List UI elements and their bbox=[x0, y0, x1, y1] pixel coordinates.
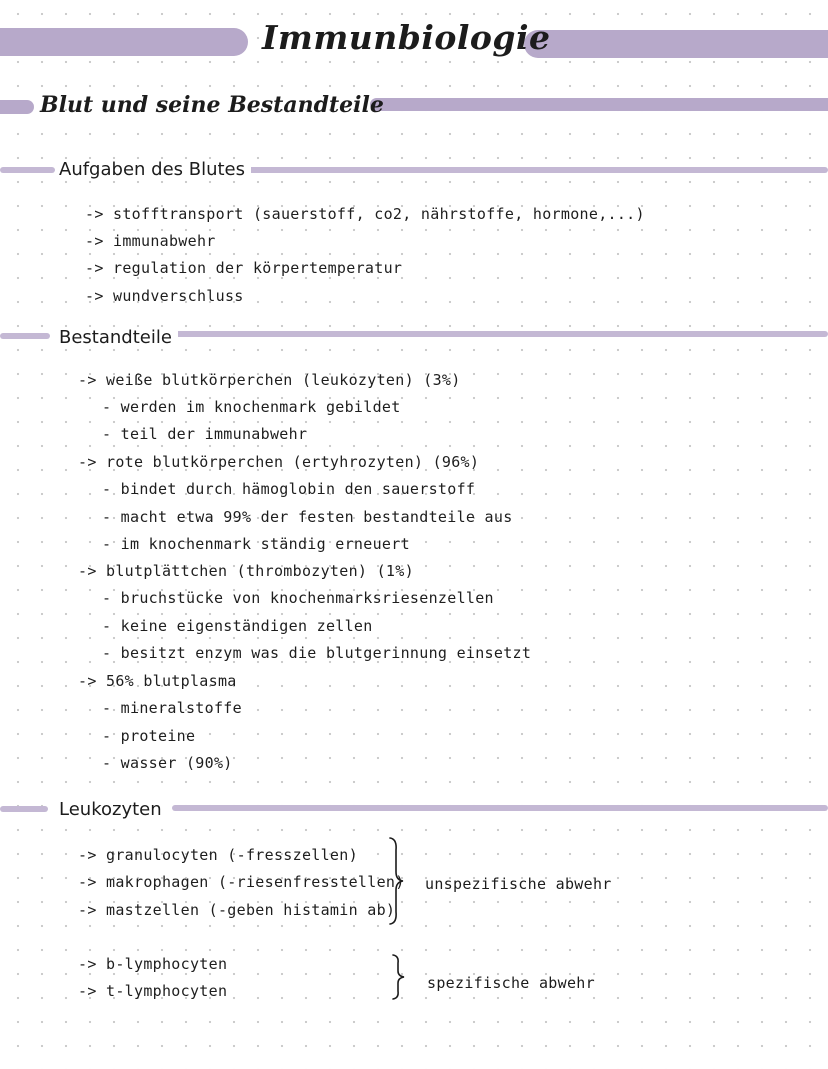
heading-rule-leukozyten-left bbox=[0, 806, 48, 812]
list-item: - werden im knochenmark gebildet bbox=[102, 398, 401, 416]
title-bar-left bbox=[0, 28, 248, 56]
list-item: - besitzt enzym was die blutgerinnung einsetzt bbox=[102, 644, 532, 662]
heading-rule-leukozyten-right bbox=[172, 805, 828, 811]
list-item: -> stofftransport (sauerstoff, co2, nährstoffe, hormone,...) bbox=[85, 205, 645, 223]
heading-rule-aufgaben-left bbox=[0, 167, 55, 173]
list-item: -> blutplättchen (thrombozyten) (1%) bbox=[78, 562, 414, 580]
subtitle-bar-right bbox=[370, 98, 828, 111]
section-subtitle: Blut und seine Bestandteile bbox=[40, 92, 384, 118]
heading-rule-aufgaben-right bbox=[248, 167, 828, 173]
page-title: Immunbiologie bbox=[262, 18, 551, 57]
curly-brace-icon bbox=[388, 953, 408, 1001]
list-item: - bruchstücke von knochenmarksriesenzellen bbox=[102, 589, 494, 607]
brace-label-unspezifisch: unspezifische abwehr bbox=[425, 875, 612, 893]
list-item: -> granulocyten (-fresszellen) bbox=[78, 846, 358, 864]
heading-bestandteile: Bestandteile bbox=[57, 327, 178, 348]
list-item: - mineralstoffe bbox=[102, 699, 242, 717]
heading-aufgaben: Aufgaben des Blutes bbox=[57, 159, 251, 180]
list-item: - proteine bbox=[102, 727, 196, 745]
list-item: -> wundverschluss bbox=[85, 287, 244, 305]
list-item: - teil der immunabwehr bbox=[102, 425, 308, 443]
list-item: - macht etwa 99% der festen bestandteile aus bbox=[102, 508, 513, 526]
title-bar-right bbox=[524, 30, 828, 58]
list-item: -> makrophagen (-riesenfresstellen) bbox=[78, 873, 405, 891]
list-item: -> 56% blutplasma bbox=[78, 672, 237, 690]
curly-brace-icon bbox=[384, 836, 408, 926]
brace-label-spezifisch: spezifische abwehr bbox=[427, 974, 595, 992]
list-item: -> mastzellen (-geben histamin ab) bbox=[78, 901, 396, 919]
list-item: - keine eigenständigen zellen bbox=[102, 617, 373, 635]
list-item: - im knochenmark ständig erneuert bbox=[102, 535, 410, 553]
list-item: -> b-lymphocyten bbox=[78, 955, 228, 973]
list-item: - bindet durch hämoglobin den sauerstoff bbox=[102, 480, 476, 498]
heading-rule-bestandteile-left bbox=[0, 333, 50, 339]
subtitle-bar-left bbox=[0, 100, 34, 114]
list-item: -> t-lymphocyten bbox=[78, 982, 228, 1000]
list-item: -> weiße blutkörperchen (leukozyten) (3%) bbox=[78, 371, 461, 389]
list-item: -> immunabwehr bbox=[85, 232, 216, 250]
list-item: -> regulation der körpertemperatur bbox=[85, 259, 403, 277]
list-item: - wasser (90%) bbox=[102, 754, 233, 772]
heading-leukozyten: Leukozyten bbox=[57, 799, 168, 820]
list-item: -> rote blutkörperchen (ertyhrozyten) (96%) bbox=[78, 453, 480, 471]
heading-rule-bestandteile-right bbox=[166, 331, 828, 337]
